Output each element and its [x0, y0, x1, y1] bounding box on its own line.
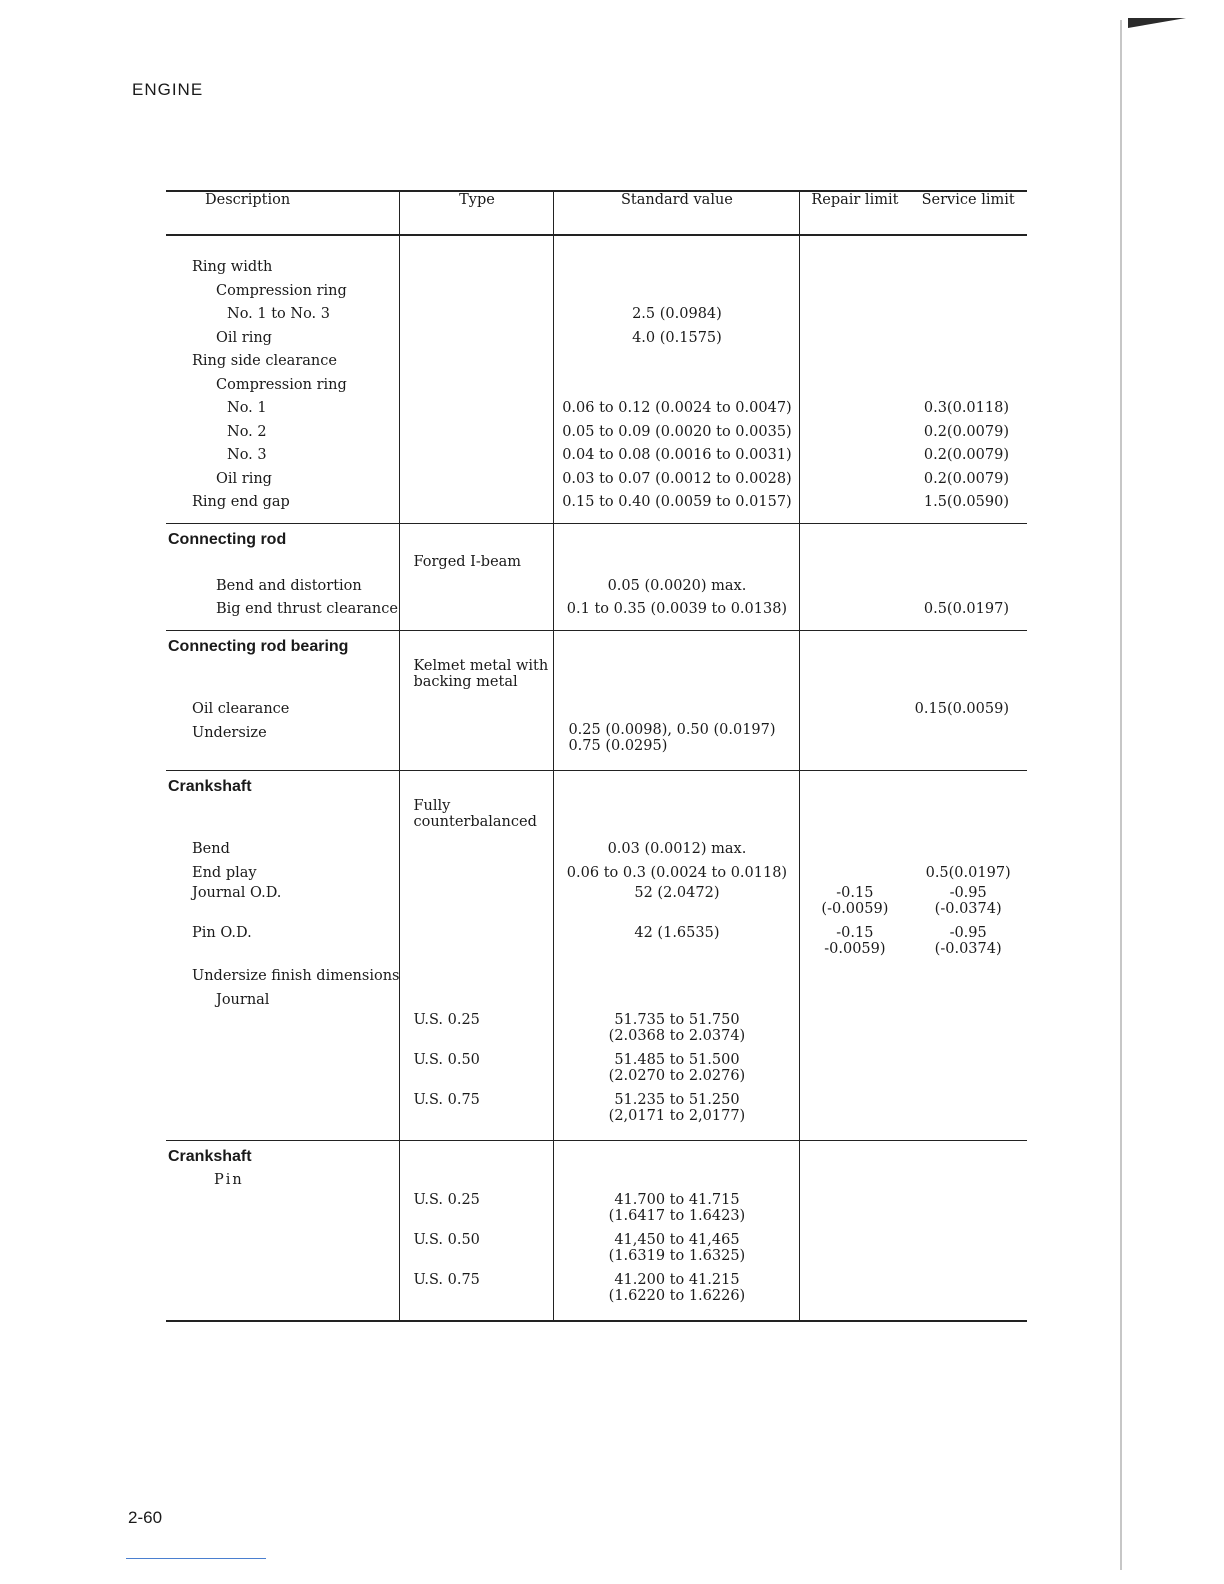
desc-oil-clearance: Oil clearance: [192, 701, 290, 717]
desc-no3: No. 3: [227, 447, 267, 463]
std-end-gap: 0.15 to 0.40 (0.0059 to 0.0157): [562, 494, 792, 510]
type-forged-ibeam: Forged I-beam: [413, 554, 522, 570]
std-end-play: 0.06 to 0.3 (0.0024 to 0.0118): [566, 864, 788, 881]
std-journal-us025-in: (2.0368 to 2.0374): [608, 1028, 746, 1044]
repair-journal-od: [800, 885, 909, 925]
desc-undersize: Undersize: [192, 724, 267, 741]
bearing-service: [909, 631, 1027, 730]
rings-standard: [554, 236, 799, 523]
col-header-description: Description: [166, 191, 400, 235]
table-row-crankshaft-pin: [166, 1141, 1027, 1322]
std-side-no3: 0.04 to 0.08 (0.0016 to 0.0031): [562, 447, 792, 463]
table-row-connecting-rod: [166, 523, 1027, 630]
footer-rule: [126, 1558, 266, 1559]
type-fully-counterbalanced: [413, 798, 553, 838]
crank-description: [166, 771, 399, 1021]
std-pin-us050-in: (1.6319 to 1.6325): [608, 1248, 746, 1264]
crankpin-service: [909, 1141, 1027, 1322]
svc-end-play: 0.5(0.0197): [925, 864, 1011, 881]
rings-repair: [800, 235, 909, 523]
repair-pin-od: [800, 925, 909, 965]
bearing-description: [166, 631, 399, 754]
std-pin-us075: [554, 1272, 799, 1312]
conrod-description: [166, 524, 399, 630]
std-journal-us075-mm: 51.235 to 51.250: [614, 1092, 740, 1108]
col-header-standard: Standard value: [554, 191, 800, 235]
std-undersize-line2: 0.75 (0.0295): [568, 737, 668, 754]
svc-side-no3: 0.2(0.0079): [923, 447, 1009, 463]
desc-ring-end-gap: Ring end gap: [192, 494, 290, 510]
std-journal-us075-in: (2,0171 to 2,0177): [608, 1108, 746, 1124]
table-row-rings: [166, 235, 1027, 523]
std-journal-us075: [554, 1092, 799, 1132]
desc-big-end-thrust: Big end thrust clearance: [216, 601, 398, 617]
svc-journal-mm: -0.95: [949, 885, 987, 901]
conrod-standard: [554, 524, 799, 630]
repair-pin-in: -0.0059): [824, 941, 886, 957]
desc-no2: No. 2: [227, 423, 267, 440]
table-row-crankshaft: [166, 770, 1027, 1141]
svc-pin-mm: -0.95: [949, 925, 987, 941]
svc-pin-in: (-0.0374): [934, 941, 1002, 957]
desc-journal: Journal: [216, 991, 270, 1008]
desc-pin: Pin: [214, 1171, 244, 1188]
svc-side-no2: 0.2(0.0079): [923, 423, 1009, 440]
desc-compression-ring: Compression ring: [216, 282, 347, 299]
crank-title: Crankshaft: [168, 777, 252, 795]
page-number: 2-60: [128, 1508, 163, 1527]
bearing-standard: [554, 631, 799, 770]
svc-side-no1: 0.3(0.0118): [923, 400, 1009, 416]
type-us050: U.S. 0.50: [413, 1052, 480, 1068]
crankpin-standard: [554, 1141, 799, 1320]
crankpin-description: [166, 1141, 399, 1200]
scan-corner-mark: [1128, 18, 1186, 28]
bearing-title: Connecting rod bearing: [168, 637, 349, 655]
crankpin-title: Crankshaft: [168, 1148, 252, 1165]
std-side-no2: 0.05 to 0.09 (0.0020 to 0.0035): [562, 423, 792, 440]
bearing-type: [400, 631, 553, 707]
conrod-repair: [800, 523, 909, 630]
std-journal-us025-mm: 51.735 to 51.750: [614, 1012, 740, 1028]
rings-service: [909, 236, 1027, 523]
type-kelmet: [413, 658, 553, 698]
type-us075: U.S. 0.75: [413, 1092, 480, 1108]
std-side-oil: 0.03 to 0.07 (0.0012 to 0.0028): [562, 470, 792, 487]
svc-big-end-thrust: 0.5(0.0197): [923, 601, 1009, 617]
section-header: ENGINE: [132, 80, 204, 99]
desc-compression-ring-2: Compression ring: [216, 376, 347, 393]
std-side-no1: 0.06 to 0.12 (0.0024 to 0.0047): [562, 400, 792, 416]
col-header-service: Service limit: [909, 191, 1027, 235]
scan-edge: [1120, 20, 1122, 1570]
type-fully: Fully: [413, 798, 451, 814]
std-pin-us025: [554, 1192, 799, 1232]
std-ring-width-comp: 2.5 (0.0984): [632, 306, 722, 322]
spec-table: [166, 190, 1027, 1322]
svc-end-gap: 1.5(0.0590): [923, 494, 1009, 510]
std-pin-od: 42 (1.6535): [634, 925, 720, 941]
type-kelmet-line2: backing metal: [413, 674, 518, 690]
desc-no1: No. 1: [227, 400, 267, 416]
svc-oil-clearance: 0.15(0.0059): [914, 701, 1009, 717]
desc-oil-ring: Oil ring: [216, 329, 272, 346]
std-pin-us025-mm: 41.700 to 41.715: [614, 1192, 740, 1208]
crank-service: [909, 771, 1027, 974]
repair-journal-in: (-0.0059): [821, 901, 889, 917]
std-undersize: [568, 722, 799, 762]
type-us025: U.S. 0.25: [413, 1012, 480, 1028]
svc-pin-od: [909, 925, 1027, 965]
desc-journal-od: Journal O.D.: [192, 885, 282, 901]
std-journal-us050: [554, 1052, 799, 1092]
crank-type: [400, 771, 553, 1141]
std-pin-us025-in: (1.6417 to 1.6423): [608, 1208, 746, 1224]
col-header-repair: Repair limit: [800, 191, 909, 235]
std-pin-us050-mm: 41,450 to 41,465: [614, 1232, 740, 1248]
crank-repair: [800, 771, 909, 974]
type-pin-us050: U.S. 0.50: [413, 1232, 480, 1248]
desc-pin-od: Pin O.D.: [192, 925, 252, 941]
col-header-type: Type: [400, 191, 554, 235]
desc-oil-ring-2: Oil ring: [216, 470, 272, 487]
desc-undersize-finish: Undersize finish dimensions: [192, 968, 400, 984]
desc-bend-distortion: Bend and distortion: [216, 577, 362, 594]
type-pin-us075: U.S. 0.75: [413, 1272, 480, 1288]
svc-journal-in: (-0.0374): [934, 901, 1002, 917]
rings-description: [166, 236, 399, 523]
std-bend-distortion: 0.05 (0.0020) max.: [607, 577, 747, 594]
std-journal-od: 52 (2.0472): [634, 885, 720, 901]
std-pin-us075-in: (1.6220 to 1.6226): [608, 1288, 746, 1304]
repair-pin-mm: -0.15: [836, 925, 874, 941]
svc-side-oil: 0.2(0.0079): [923, 470, 1009, 487]
std-bend: 0.03 (0.0012) max.: [607, 841, 747, 857]
crankpin-repair: [800, 1141, 909, 1322]
std-journal-us050-in: (2.0270 to 2.0276): [608, 1068, 746, 1084]
svc-journal-od: [909, 885, 1027, 925]
desc-bend: Bend: [192, 841, 230, 857]
std-big-end-thrust: 0.1 to 0.35 (0.0039 to 0.0138): [566, 601, 788, 617]
desc-ring-width: Ring width: [192, 259, 273, 275]
std-pin-us075-mm: 41.200 to 41.215: [614, 1272, 740, 1288]
std-journal-us050-mm: 51.485 to 51.500: [614, 1052, 740, 1068]
conrod-service: [909, 524, 1027, 630]
std-undersize-line1: 0.25 (0.0098), 0.50 (0.0197): [568, 721, 776, 738]
conrod-type: [400, 524, 553, 583]
crank-standard: [554, 771, 799, 1141]
rings-type: [400, 235, 554, 523]
header-row: [166, 191, 1027, 235]
desc-ring-side-clearance: Ring side clearance: [192, 353, 337, 369]
conrod-title: Connecting rod: [168, 530, 287, 548]
type-counterbalanced: counterbalanced: [413, 814, 537, 830]
std-pin-us050: [554, 1232, 799, 1272]
std-journal-us025: [554, 1012, 799, 1052]
repair-journal-mm: -0.15: [836, 885, 874, 901]
type-kelmet-line1: Kelmet metal with: [413, 658, 549, 674]
bearing-repair: [800, 630, 909, 770]
type-pin-us025: U.S. 0.25: [413, 1192, 480, 1208]
std-ring-width-oil: 4.0 (0.1575): [632, 329, 722, 346]
desc-no1-to-no3: No. 1 to No. 3: [227, 306, 330, 322]
table-row-conrod-bearing: [166, 630, 1027, 770]
desc-end-play: End play: [192, 864, 257, 881]
crankpin-type: [400, 1141, 553, 1320]
